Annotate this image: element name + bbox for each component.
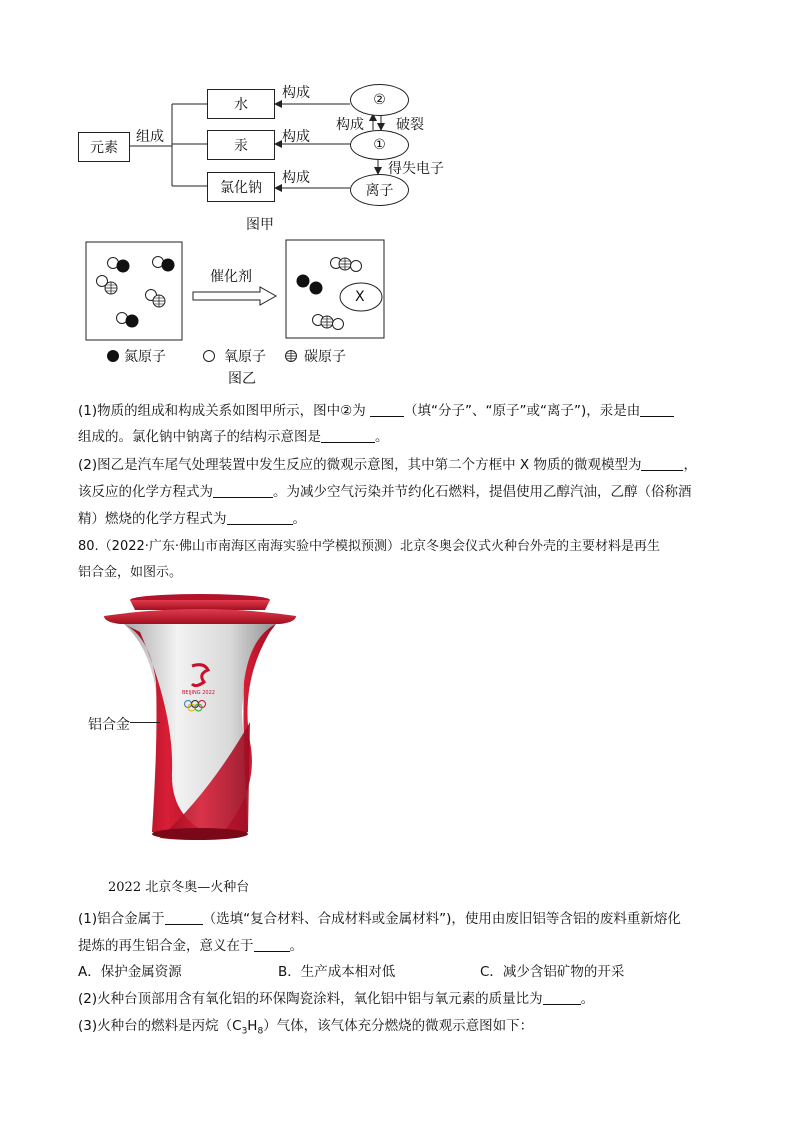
- q80-stem-line2: 铝合金，如图示。: [78, 565, 183, 580]
- carbon-atom-1: [105, 282, 117, 294]
- q1-line2: 组成的。氯化钠中钠离子的结构示意图是 。: [78, 429, 389, 445]
- alloy-pointer-label: 铝合金: [88, 717, 130, 733]
- substance-nacl: 氯化钠: [207, 172, 275, 202]
- answer-blank[interactable]: [640, 402, 674, 417]
- answer-blank[interactable]: [227, 510, 293, 525]
- construct-label-2: 构成: [282, 129, 310, 145]
- alloy-pointer-line: [130, 722, 160, 723]
- carbon-atom-4: [321, 316, 333, 328]
- figure-yi-legend: [106, 346, 426, 368]
- legend-nitrogen: 氮原子: [124, 349, 166, 365]
- element-box: 元素: [78, 132, 130, 162]
- carbon-atom-2: [153, 295, 165, 307]
- legend-oxygen-icon: [202, 349, 216, 363]
- figure-yi-caption: 图乙: [228, 371, 256, 387]
- q2-line3: 精）燃烧的化学方程式为 。: [78, 511, 306, 527]
- substance-water: 水: [207, 89, 275, 119]
- gain-lose-label: 得失电子: [388, 161, 444, 177]
- compose-label: 组成: [136, 129, 164, 145]
- q2-line2: 该反应的化学方程式为 。为减少空气污染并节约化石燃料，提倡使用乙醇汽油，乙醇（俗称酒: [78, 484, 692, 500]
- q1-line1: (1)物质的组成和构成关系如图甲所示，图中②为 （填“分子”、“原子”或“离子”)，汞是由: [78, 398, 724, 424]
- torch-image: [100, 592, 300, 862]
- legend-nitrogen-icon: [106, 349, 120, 363]
- construct-label-3: 构成: [282, 170, 310, 186]
- answer-blank[interactable]: [213, 483, 273, 498]
- answer-blank[interactable]: [641, 456, 683, 471]
- construct-label-4: 构成: [336, 117, 364, 133]
- legend-carbon: 碳原子: [304, 349, 346, 365]
- q80-stem-line1: 80.（2022·广东·佛山市南海区南海实验中学模拟预测）北京冬奥会仪式火种台外壳的主要材料是再生: [78, 539, 661, 554]
- carbon-atom-3: [339, 258, 351, 270]
- torch-illustration: [100, 592, 300, 862]
- answer-blank[interactable]: [165, 910, 203, 925]
- q2-line1: (2)图乙是汽车尾气处理装置中发生反应的微观示意图，其中第二个方框中 X 物质的微观模型为 ，: [78, 457, 697, 473]
- break-label: 破裂: [396, 117, 424, 133]
- emblem-text: BEIJING 2022: [182, 690, 215, 696]
- torch-caption: 2022 北京冬奥—火种台: [108, 880, 250, 895]
- q80-p1-line2: 提炼的再生铝合金，意义在于 。: [78, 938, 303, 954]
- answer-blank[interactable]: [321, 428, 375, 443]
- substance-mercury: 汞: [207, 130, 275, 160]
- figure-jia-caption: 图甲: [246, 217, 274, 233]
- q80-p3: (3)火种台的燃料是丙烷$(C_3H_8)$气体，该气体充分燃烧的微观示意图如下：: [78, 1018, 534, 1037]
- answer-blank[interactable]: [370, 402, 404, 417]
- q80-p2: (2)火种台顶部用含有氧化铝的环保陶瓷涂料，氧化铝中铝与氧元素的质量比为 。: [78, 991, 595, 1007]
- catalyst-label: 催化剂: [210, 269, 252, 285]
- option-b[interactable]: B．生产成本相对低: [278, 964, 396, 980]
- answer-blank[interactable]: [543, 990, 581, 1005]
- legend-oxygen: 氧原子: [224, 349, 266, 365]
- figure-yi-diagram: [80, 238, 400, 343]
- construct-label-1: 构成: [282, 85, 310, 101]
- answer-blank[interactable]: [254, 937, 290, 952]
- option-c[interactable]: C．减少含铝矿物的开采: [480, 964, 625, 980]
- particle-ion: 离子: [350, 174, 409, 206]
- legend-carbon-icon: [284, 349, 298, 363]
- particle-1: ①: [350, 130, 409, 160]
- q80-p1-line1: (1)铝合金属于 （选填“复合材料、合成材料或金属材料”)，使用由废旧铝等含铝的废料重新熔化: [78, 911, 681, 927]
- particle-2: ②: [350, 84, 409, 116]
- option-a[interactable]: A．保护金属资源: [78, 964, 182, 980]
- x-label: X: [355, 289, 365, 305]
